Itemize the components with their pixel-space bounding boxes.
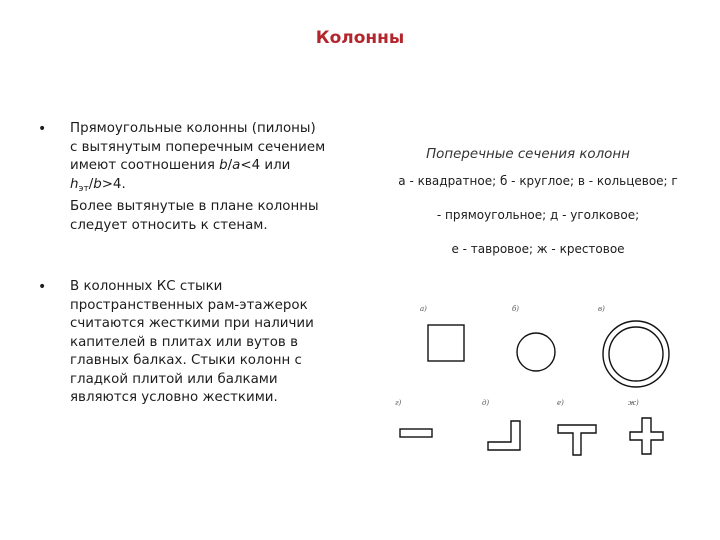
label-e: е) — [557, 399, 564, 407]
rectangular-section — [400, 429, 432, 437]
tee-section — [558, 425, 596, 455]
text-fragment: имеют соотношения — [70, 158, 220, 173]
text-line: Более вытянутые в плане колонны — [70, 199, 319, 214]
column-sections-figure — [370, 295, 690, 465]
text-line-ratio — [70, 176, 358, 199]
text-line: с вытянутым поперечным сечением — [70, 139, 326, 155]
label-a: а) — [420, 305, 427, 313]
label-v: в) — [598, 305, 605, 313]
square-section — [428, 325, 464, 361]
bullet-marker: • — [38, 121, 47, 137]
bullet-text — [70, 278, 358, 408]
cross-section — [630, 418, 663, 454]
bullet-text — [70, 120, 358, 235]
text-line: Прямоугольные колонны (пилоны) — [70, 121, 316, 136]
figure-title: Поперечные сечения колонн — [426, 147, 630, 162]
label-g: г) — [395, 399, 402, 407]
text-line-ratio — [70, 157, 358, 176]
ring-section-outer — [603, 321, 669, 387]
label-b: б) — [512, 305, 520, 313]
label-d: д) — [482, 399, 490, 407]
caption-line: е - тавровое; ж - крестовое — [451, 242, 625, 256]
text-line: капителей в плитах или вутов в — [70, 334, 298, 350]
text-line: являются условно жесткими. — [70, 390, 278, 405]
text-line: главных балках. Стыки колонн с — [70, 353, 302, 368]
symbol-b: b — [93, 176, 102, 192]
text-fragment: / — [227, 158, 233, 173]
slide-title: Колонны — [315, 28, 405, 48]
symbol-b: b — [219, 158, 228, 173]
caption-line: а - квадратное; б - круглое; в - кольцевое; г — [398, 174, 678, 188]
symbol-h: h — [70, 176, 79, 192]
symbol-a: a — [232, 158, 241, 173]
text-line: В колонных КС стыки — [70, 279, 223, 294]
figure-caption — [378, 173, 698, 258]
text-line: следует относить к стенам. — [70, 217, 268, 233]
label-zh: ж) — [628, 399, 639, 407]
text-line: считаются жесткими при наличии — [70, 316, 314, 331]
caption-line: - прямоугольное; д - уголковое; — [436, 208, 640, 222]
text-fragment: / — [88, 176, 94, 192]
round-section — [517, 333, 555, 371]
bullet-marker: • — [38, 279, 47, 295]
text-line: пространственных рам-этажерок — [70, 297, 308, 313]
ring-section-inner — [609, 327, 663, 381]
angle-section — [488, 421, 520, 450]
subscript: эт — [78, 183, 89, 194]
text-fragment: <4 или — [240, 158, 291, 173]
text-fragment: >4. — [101, 176, 126, 192]
text-line: гладкой плитой или балками — [70, 371, 278, 387]
